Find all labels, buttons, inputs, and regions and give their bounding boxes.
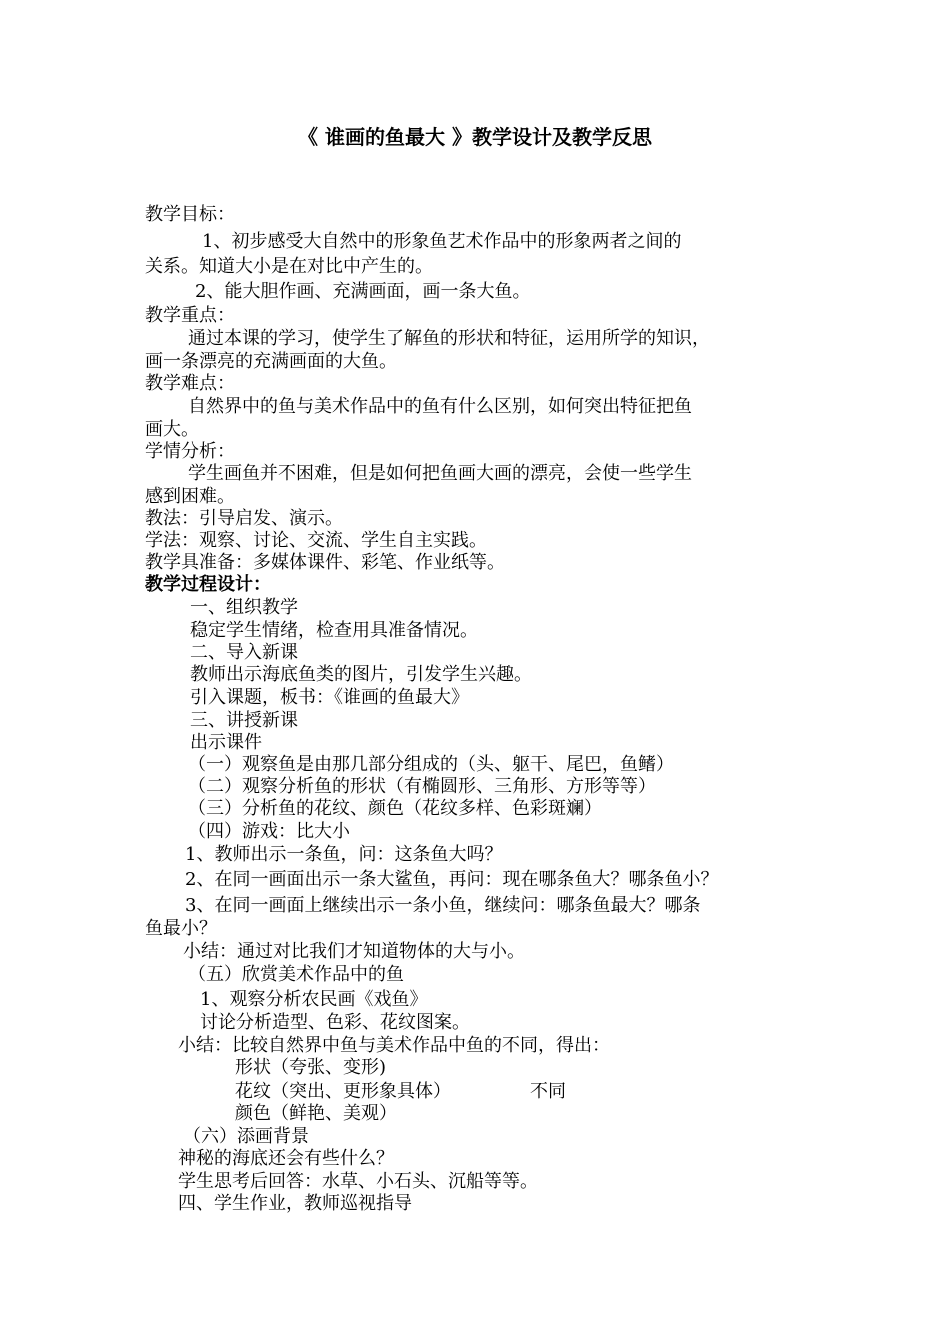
paragraph-line: 关系。知道大小是在对比中产生的。 <box>145 256 433 277</box>
paragraph-line: 2、能大胆作画、充满画面，画一条大鱼。 <box>195 281 531 302</box>
paragraph-line: 画大。 <box>145 419 199 440</box>
paragraph-line: 1、初步感受大自然中的形象鱼艺术作品中的形象两者之间的 <box>202 231 682 252</box>
paragraph-line: 神秘的海底还会有些什么？ <box>178 1148 394 1169</box>
heading-teaching-goals: 教学目标： <box>145 204 235 225</box>
list-item: 2、在同一画面出示一条大鲨鱼，再问：现在哪条鱼大？哪条鱼小？ <box>185 869 719 890</box>
comparison-line: 形状（夸张、变形) <box>235 1057 387 1078</box>
list-item: 1、教师出示一条鱼，问：这条鱼大吗？ <box>185 844 503 865</box>
section-heading: 四、学生作业，教师巡视指导 <box>178 1193 412 1214</box>
paragraph-line: 学法：观察、讨论、交流、学生自主实践。 <box>145 530 487 551</box>
comparison-result: 不同 <box>530 1081 566 1102</box>
paragraph-line: 画一条漂亮的充满画面的大鱼。 <box>145 351 397 372</box>
list-item: （三）分析鱼的花纹、颜色（花纹多样、色彩斑斓） <box>188 798 602 819</box>
list-item: （五）欣赏美术作品中的鱼 <box>188 964 404 985</box>
document-title: 《 谁画的鱼最大 》教学设计及教学反思 <box>298 125 652 149</box>
paragraph-line: 稳定学生情绪，检查用具准备情况。 <box>190 620 478 641</box>
paragraph-line: 通过本课的学习，使学生了解鱼的形状和特征，运用所学的知识， <box>188 328 710 349</box>
paragraph-line: 鱼最小？ <box>145 918 217 939</box>
paragraph-line: 教学具准备：多媒体课件、彩笔、作业纸等。 <box>145 552 505 573</box>
list-item: （四）游戏：比大小 <box>188 821 350 842</box>
paragraph-line: 引入课题，板书：《谁画的鱼最大》 <box>190 687 469 708</box>
list-item: （二）观察分析鱼的形状（有椭圆形、三角形、方形等等） <box>188 776 656 797</box>
paragraph-line: 教法：引导启发、演示。 <box>145 508 343 529</box>
heading-difficult-points: 教学难点： <box>145 373 235 394</box>
list-item: 3、在同一画面上继续出示一条小鱼，继续问：哪条鱼最大？哪条 <box>185 895 701 916</box>
list-item: （六）添画背景 <box>183 1126 309 1147</box>
comparison-line: 花纹（突出、更形象具体） <box>235 1081 451 1102</box>
paragraph-line: 小结：通过对比我们才知道物体的大与小。 <box>183 941 525 962</box>
paragraph-line: 学生思考后回答：水草、小石头、沉船等等。 <box>178 1171 538 1192</box>
heading-student-analysis: 学情分析： <box>145 441 235 462</box>
section-heading: 三、讲授新课 <box>190 710 298 731</box>
paragraph-line: 学生画鱼并不困难，但是如何把鱼画大画的漂亮，会使一些学生 <box>188 463 692 484</box>
paragraph-line: 小结：比较自然界中鱼与美术作品中鱼的不同，得出： <box>178 1035 610 1056</box>
heading-process-design: 教学过程设计： <box>145 574 271 595</box>
section-heading: 一、组织教学 <box>190 597 298 618</box>
list-item: （一）观察鱼是由那几部分组成的（头、躯干、尾巴，鱼鳍） <box>188 754 674 775</box>
comparison-line: 颜色（鲜艳、美观） <box>235 1103 397 1124</box>
section-heading: 二、导入新课 <box>190 642 298 663</box>
paragraph-line: 自然界中的鱼与美术作品中的鱼有什么区别，如何突出特征把鱼 <box>188 396 692 417</box>
paragraph-line: 感到困难。 <box>145 486 235 507</box>
paragraph-line: 讨论分析造型、色彩、花纹图案。 <box>200 1012 470 1033</box>
paragraph-line: 出示课件 <box>190 732 262 753</box>
paragraph-line: 教师出示海底鱼类的图片，引发学生兴趣。 <box>190 664 532 685</box>
list-item: 1、观察分析农民画《戏鱼》 <box>200 989 428 1010</box>
heading-key-points: 教学重点： <box>145 305 235 326</box>
